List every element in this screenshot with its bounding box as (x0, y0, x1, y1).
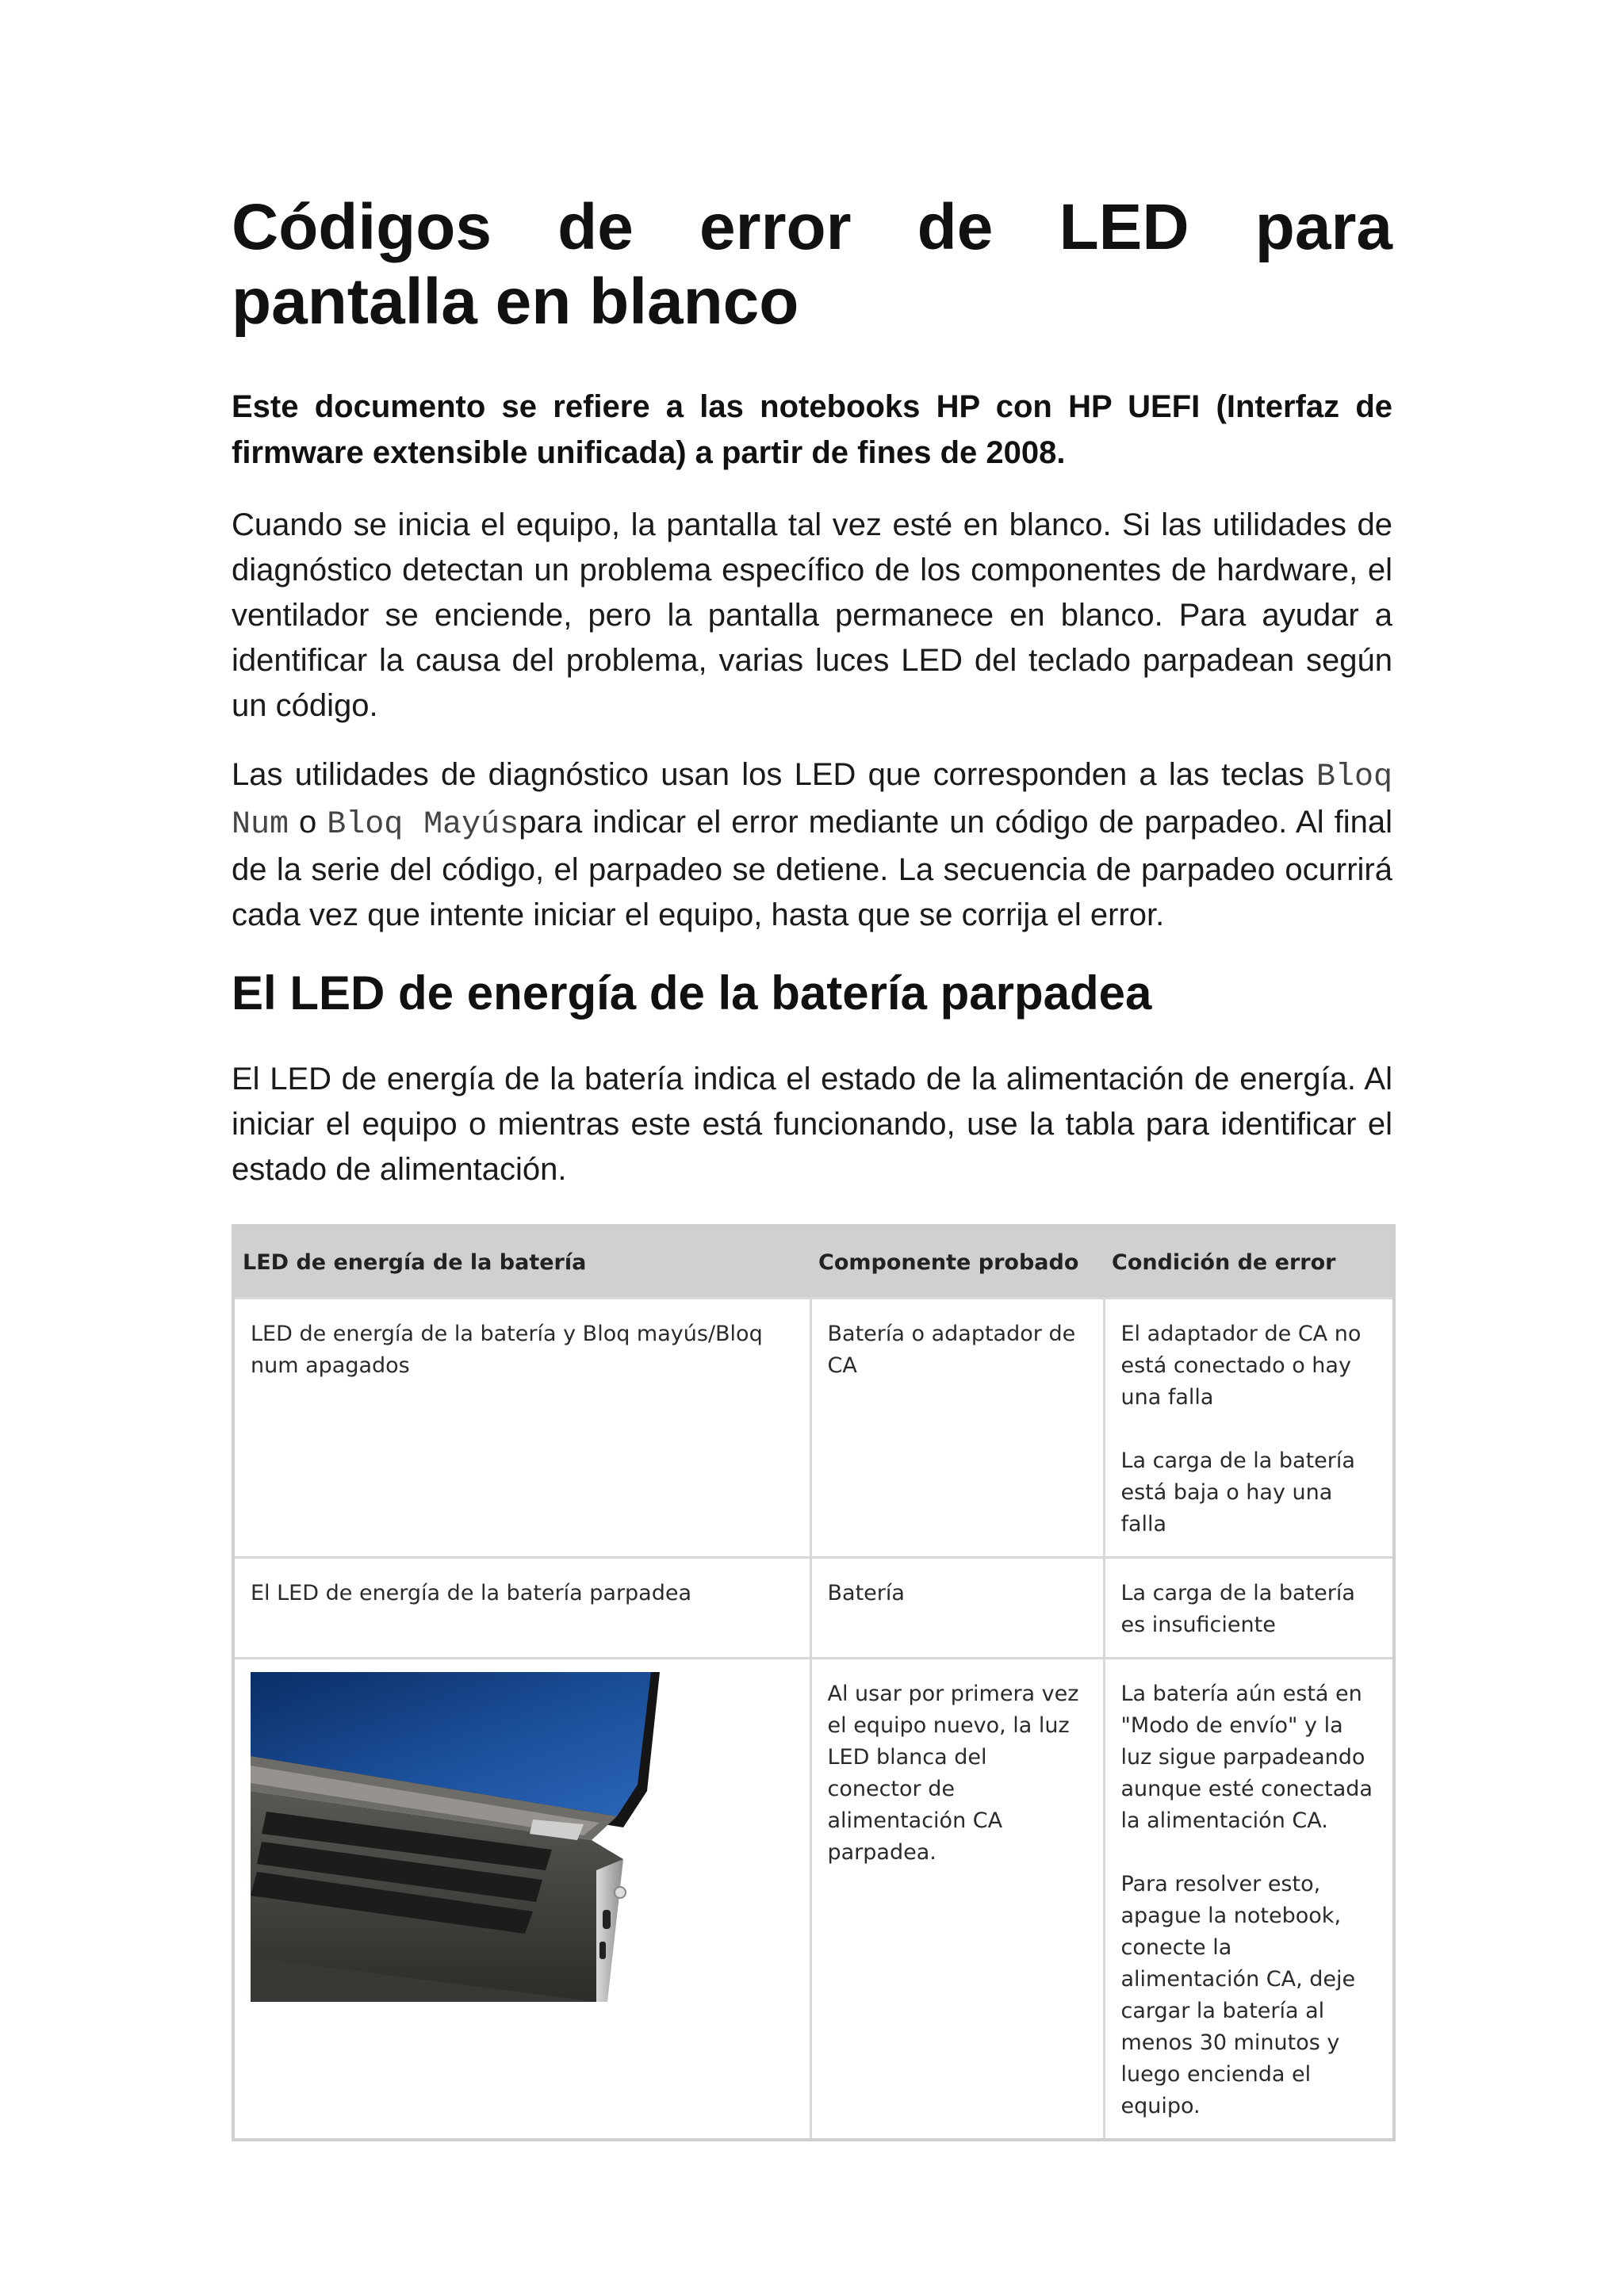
cell-component: Batería (810, 1558, 1104, 1659)
cell-led-image (233, 1659, 810, 2141)
condition-text: La batería aún está en "Modo de envío" y la luz sigue parpadeando aunque esté conectada la alimentación CA. (1120, 1682, 1373, 1833)
condition-text: El adaptador de CA no está conectado o hay una falla (1120, 1322, 1362, 1410)
cell-component: Al usar por primera vez el equipo nuevo, la luz LED blanca del conector de alimentación CA parpadea. (810, 1659, 1104, 2141)
section-paragraph: El LED de energía de la batería indica el estado de la alimentación de energía. Al iniciar el equipo o mientras este está funcionando, use la tabla para identificar el estado de alimentación. (232, 1062, 1392, 1187)
paragraph-blank-screen: Cuando se inicia el equipo, la pantalla tal vez esté en blanco. Si las utilidades de diagnóstico detectan un problema específico de los componentes de hardware, el ventilador se enciende, pero la pantalla permanece en blanco. Para ayudar a identificar la causa del problema, varias luces LED del teclado parpadean según un código. (232, 507, 1392, 723)
laptop-photo (251, 1672, 660, 2002)
table-row (233, 1659, 1394, 2141)
section-heading: El LED de energía de la batería parpadea (232, 966, 1152, 1020)
cell-component: Batería o adaptador de CA (810, 1299, 1104, 1558)
intro-paragraph: Este documento se refiere a las notebooks HP con HP UEFI (Interfaz de firmware extensible unificada) a partir de fines de 2008. (232, 389, 1392, 470)
paragraph-text: para indicar el error mediante un código de parpadeo. Al final de la serie del código, el parpadeo se detiene. La secuencia de parpadeo ocurrirá cada vez que intente iniciar el equipo, hasta que se corrija el error. (232, 805, 1392, 932)
cell-led: LED de energía de la batería y Bloq mayús/Bloq num apagados (233, 1299, 810, 1558)
header-component: Componente probado (810, 1226, 1104, 1299)
table-row (233, 1558, 1394, 1659)
led-error-table (232, 1224, 1396, 2141)
paragraph-text: o (289, 805, 327, 840)
cell-condition (1104, 1659, 1394, 2141)
condition-text: La carga de la batería está baja o hay una falla (1120, 1448, 1355, 1536)
table-row (233, 1299, 1394, 1558)
cell-condition: La carga de la batería es insuficiente (1104, 1558, 1394, 1659)
key-bloq-mayus: Bloq Mayús (327, 807, 519, 843)
cell-led: El LED de energía de la batería parpadea (233, 1558, 810, 1659)
header-led: LED de energía de la batería (233, 1226, 810, 1299)
table-header-row (233, 1226, 1394, 1299)
paragraph-diagnostics (232, 752, 1392, 938)
page-title: Códigos de error de LED para pantalla en blanco (232, 191, 1392, 338)
paragraph-text: Las utilidades de diagnóstico usan los LED que corresponden a las teclas (232, 757, 1316, 792)
key-bloq-num: Bloq Num (232, 760, 1392, 843)
cell-condition (1104, 1299, 1394, 1558)
header-condition: Condición de error (1104, 1226, 1394, 1299)
laptop-illustration (251, 1672, 660, 2002)
condition-text: Para resolver esto, apague la notebook, conecte la alimentación CA, deje cargar la batería al menos 30 minutos y luego encienda el equipo. (1120, 1872, 1356, 2118)
